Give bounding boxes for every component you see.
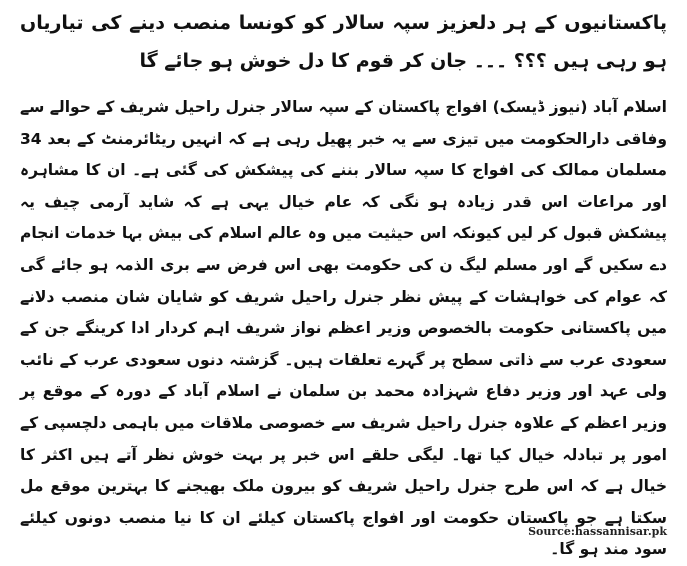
article-body: اسلام آباد (نیوز ڈیسک) افواج پاکستان کے سپہ سالار جنرل راحیل شریف کے حوالے سے وفاقی دارالحکومت میں تیزی سے یہ خبر پھیل رہی ہے کہ انہیں ریٹائرمنٹ کے بعد 34 مسلمان ممالک کی افواج کا سپہ سالار بننے کی پیشکش کی گئی ہے۔ ان کا مشاہرہ اور مراعات اس قدر زیادہ ہو نگی کہ عام خیال یہی ہے کہ شاید آرمی چیف یہ پیشکش قبول کر لیں کیونکہ اس حیثیت میں وہ عالم اسلام کی بیش بہا خدمات انجام دے سکیں گے اور مسلم لیگ ن کی حکومت بھی اس فرض سے بری الذمہ ہو جائے گی کہ عوام کی خواہشات کے پیش نظر جنرل راحیل شریف کو شایان شان منصب دلانے میں پاکستانی حکومت بالخصوص وزیر اعظم نواز شریف اہم کردار ادا کرینگے جن کے سعودی عرب سے ذاتی سطح پر گہرے تعلقات ہیں۔ گزشتہ دنوں سعودی عرب کے نائب ولی عہد اور وزیر دفاع شہزادہ محمد بن سلمان نے اسلام آباد کے دورہ کے موقع پر وزیر اعظم کے علاوہ جنرل راحیل شریف سے خصوصی ملاقات میں باہمی دلچسپی کے امور پر تبادلہ خیال کیا تھا۔ لیگی حلقے اس خبر پر بہت خوش نظر آتے ہیں اکثر کا خیال ہے کہ اس طرح جنرل راحیل شریف کو بیرون ملک بھیجنے کا بہترین موقع مل سکتا ہے جو پاکستان حکومت اور افواج پاکستان کیلئے ان کا نیا منصب دونوں کیلئے سود مند ہو گا۔ — [20, 98, 667, 559]
article-headline: پاکستانیوں کے ہر دلعزیز سپہ سالار کو کونسا منصب دینے کی تیاریاں ہو رہی ہیں ؟؟؟ ۔۔۔ جان کر قوم کا دل خوش ہو جائے گا — [20, 12, 667, 72]
source-credit: Source:hassannisar.pk — [528, 525, 667, 538]
